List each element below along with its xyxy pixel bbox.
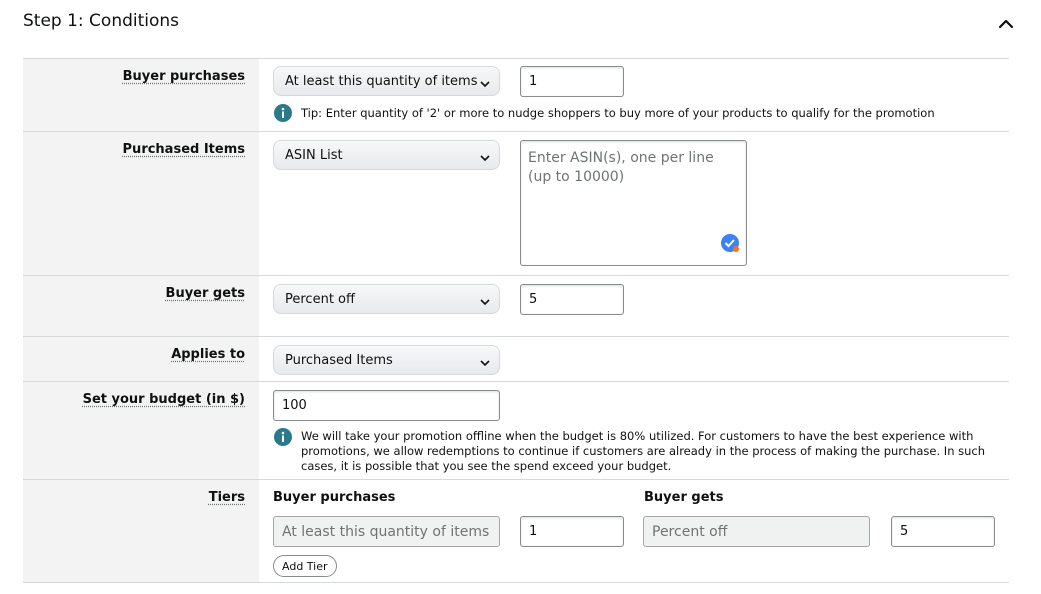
tier-gets-amount-input[interactable]: 5 [891, 516, 995, 547]
budget-info: We will take your promotion offline when the budget is 80% utilized. For customers to have the best experience with promotions, we allow redemptions to continue if customers are already in the process of making the purchase. In such cases, it is possible that you see the spend exceed your budget. [301, 429, 986, 473]
tier-purchase-qty-input[interactable]: 1 [520, 516, 624, 547]
asin-list-textarea[interactable]: Enter ASIN(s), one per line (up to 10000) [520, 140, 747, 266]
row-budget [23, 382, 1009, 480]
info-icon [274, 104, 292, 122]
add-tier-button[interactable]: Add Tier [273, 555, 337, 577]
purchased-items-select[interactable]: ASIN List [273, 140, 500, 170]
buyer-purchases-quantity-input[interactable]: 1 [520, 66, 624, 97]
verify-badge-icon [720, 233, 740, 259]
info-icon [274, 428, 292, 446]
purchased-items-label: Purchased Items [122, 142, 245, 157]
tier-gets-select: Percent off [643, 516, 870, 547]
buyer-purchases-label: Buyer purchases [122, 69, 245, 84]
row-applies-to [23, 337, 1009, 382]
row-buyer-gets [23, 276, 1009, 337]
tiers-buyer-purchases-heading: Buyer purchases [273, 490, 396, 505]
buyer-gets-select[interactable]: Percent off [273, 284, 500, 314]
row-buyer-purchases [23, 59, 1009, 132]
row-tiers [23, 480, 1009, 583]
chevron-down-icon [480, 151, 490, 166]
row-purchased-items [23, 132, 1009, 276]
buyer-gets-amount-input[interactable]: 5 [520, 284, 624, 315]
chevron-down-icon [480, 356, 490, 371]
applies-to-select[interactable]: Purchased Items [273, 345, 500, 375]
chevron-down-icon [480, 77, 490, 92]
budget-input[interactable]: 100 [273, 390, 500, 421]
applies-to-label: Applies to [171, 347, 245, 362]
quantity-tip: Tip: Enter quantity of '2' or more to nudge shoppers to buy more of your products to qualify for the promotion [301, 106, 935, 120]
chevron-down-icon [480, 295, 490, 310]
chevron-up-icon[interactable] [996, 12, 1016, 34]
conditions-form [23, 58, 1009, 583]
tiers-buyer-gets-heading: Buyer gets [644, 490, 724, 505]
tier-purchase-select: At least this quantity of items [273, 516, 500, 547]
step-title: Step 1: Conditions [23, 11, 180, 31]
buyer-purchases-select[interactable]: At least this quantity of items [273, 66, 500, 96]
step-header [0, 0, 1041, 48]
buyer-gets-label: Buyer gets [165, 286, 245, 301]
tiers-label: Tiers [208, 490, 245, 505]
budget-label: Set your budget (in $) [82, 392, 245, 407]
